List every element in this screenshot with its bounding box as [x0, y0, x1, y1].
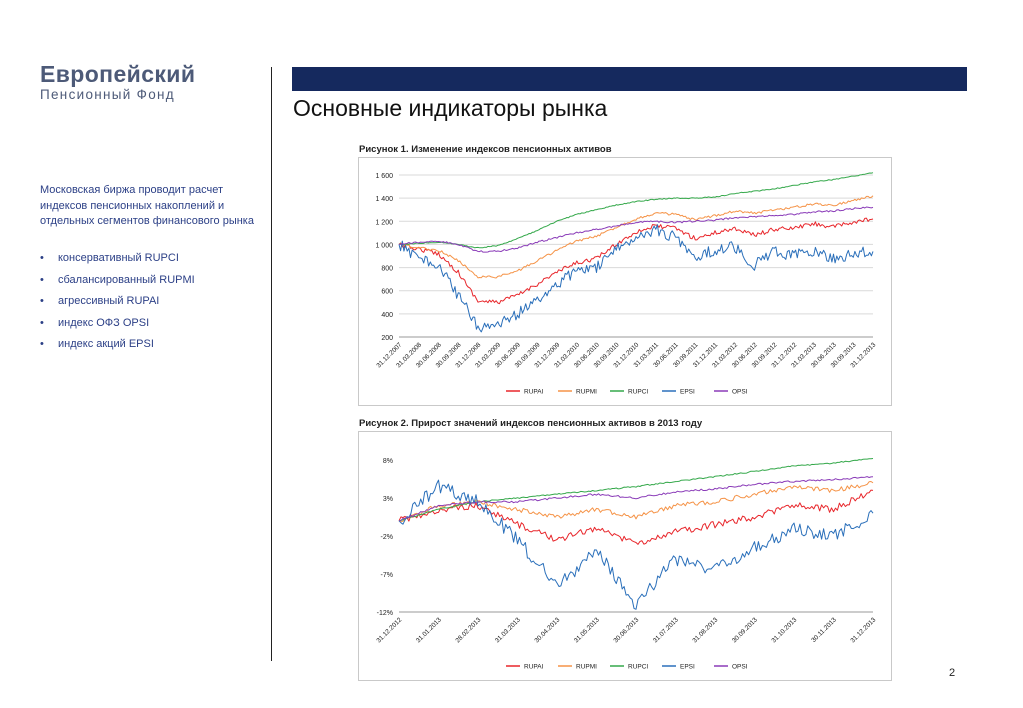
- bullet-marker: •: [40, 295, 44, 307]
- chart2-svg: [359, 432, 891, 680]
- list-item: [40, 294, 265, 316]
- x-tick-label: 31.12.2011: [691, 341, 720, 370]
- x-tick-label: 30.06.2010: [572, 341, 601, 370]
- legend-label: EPSI: [680, 663, 695, 671]
- x-tick-label: 30.06.2013: [809, 341, 838, 370]
- index-list: [40, 251, 265, 359]
- list-item-text: индекс акций EPSI: [58, 338, 154, 350]
- legend-label: OPSI: [732, 663, 748, 671]
- x-tick-label: 30.09.2008: [434, 341, 463, 370]
- x-tick-label: 31.05.2013: [572, 616, 601, 645]
- x-tick-label: 30.06.2011: [652, 341, 680, 370]
- x-tick-label: 31.03.2009: [474, 341, 503, 370]
- x-tick-label: 31.12.2010: [612, 341, 641, 370]
- x-tick-label: 30.09.2012: [750, 341, 779, 370]
- x-tick-label: 30.09.2010: [592, 341, 621, 370]
- series-line-opsi: [399, 207, 873, 252]
- y-tick-label: 1 200: [375, 219, 393, 227]
- legend-label: RUPAI: [524, 663, 544, 671]
- x-tick-label: 31.03.2011: [632, 341, 661, 370]
- bullet-marker: •: [40, 252, 44, 264]
- x-tick-label: 31.10.2013: [770, 616, 799, 645]
- y-tick-label: -2%: [380, 534, 393, 541]
- series-line-rupai: [399, 490, 873, 544]
- y-tick-label: 800: [381, 265, 393, 273]
- chart2-title: Рисунок 2. Прирост значений индексов пенсионных активов в 2013 году: [359, 418, 703, 429]
- page-title: Основные индикаторы рынка: [293, 95, 608, 121]
- legend-label: OPSI: [732, 388, 748, 396]
- legend-label: RUPMI: [576, 663, 597, 671]
- x-tick-label: 31.12.2012: [375, 616, 404, 645]
- y-tick-label: 1 400: [375, 196, 393, 204]
- x-tick-label: 30.06.2012: [730, 341, 759, 370]
- bullet-marker: •: [40, 338, 44, 350]
- x-tick-label: 30.09.2013: [829, 341, 858, 370]
- x-tick-label: 30.06.2008: [414, 341, 443, 370]
- legend-label: EPSI: [680, 388, 695, 396]
- vertical-divider: [271, 67, 272, 661]
- logo-line-2: Пенсионный Фонд: [40, 87, 175, 102]
- x-tick-label: 30.06.2013: [612, 616, 641, 645]
- y-tick-label: -7%: [380, 572, 393, 579]
- sidebar-intro: Московская биржа проводит расчет индексов пенсионных накоплений и отдельных сегментов финансового рынка: [40, 184, 254, 227]
- company-logo: [40, 62, 195, 103]
- x-tick-label: 31.03.2008: [395, 341, 424, 370]
- series-line-epsi: [399, 225, 873, 332]
- legend-label: RUPMI: [576, 388, 597, 396]
- list-item-text: индекс ОФЗ OPSI: [58, 316, 150, 329]
- y-tick-label: 1 000: [375, 242, 393, 250]
- y-tick-label: 8%: [382, 458, 393, 465]
- y-tick-label: 200: [381, 335, 393, 342]
- bullet-marker: •: [40, 316, 44, 329]
- x-tick-label: 28.02.2013: [454, 616, 483, 645]
- y-tick-label: 600: [381, 288, 393, 296]
- x-tick-label: 31.12.2009: [533, 341, 562, 370]
- legend-label: RUPCI: [628, 388, 649, 396]
- header-bar: [292, 67, 967, 91]
- x-tick-label: 31.12.2008: [454, 341, 483, 370]
- list-item-text: агрессивный RUPAI: [58, 295, 160, 307]
- x-tick-label: 31.12.2007: [375, 341, 404, 370]
- legend-label: RUPCI: [628, 663, 649, 671]
- y-tick-label: -12%: [376, 610, 393, 617]
- y-tick-label: 1 600: [375, 173, 393, 180]
- x-tick-label: 30.11.2013: [810, 616, 838, 645]
- x-tick-label: 31.07.2013: [651, 616, 680, 645]
- bullet-marker: •: [40, 273, 44, 286]
- x-tick-label: 31.12.2013: [849, 341, 878, 370]
- x-tick-label: 30.04.2013: [533, 616, 562, 645]
- x-tick-label: 30.06.2009: [493, 341, 522, 370]
- x-tick-label: 31.03.2013: [790, 341, 819, 370]
- series-line-rupci: [399, 459, 873, 521]
- series-line-epsi: [399, 480, 873, 609]
- list-item: [40, 337, 265, 359]
- list-item: [40, 251, 265, 273]
- x-tick-label: 31.03.2013: [493, 616, 522, 645]
- list-item-text: консервативный RUPCI: [58, 252, 179, 264]
- list-item-text: сбалансированный RUPMI: [58, 273, 195, 286]
- page-number: 2: [949, 667, 956, 679]
- legend-label: RUPAI: [524, 388, 544, 396]
- series-line-opsi: [399, 477, 873, 521]
- chart2-frame: [358, 431, 892, 681]
- chart1-frame: [358, 157, 892, 406]
- chart1-svg: [359, 158, 891, 405]
- x-tick-label: 31.03.2010: [553, 341, 582, 370]
- x-tick-label: 30.09.2011: [672, 341, 700, 370]
- x-tick-label: 31.12.2013: [849, 616, 878, 645]
- list-item: [40, 273, 265, 295]
- x-tick-label: 31.08.2013: [691, 616, 720, 645]
- y-tick-label: 3%: [382, 496, 393, 503]
- x-tick-label: 30.09.2009: [513, 341, 542, 370]
- x-tick-label: 31.12.2012: [770, 341, 799, 370]
- logo-line-1: Европейский: [40, 61, 196, 87]
- chart1-title: Рисунок 1. Изменение индексов пенсионных активов: [359, 144, 612, 155]
- x-tick-label: 30.09.2013: [730, 616, 759, 645]
- list-item: [40, 316, 265, 338]
- x-tick-label: 31.01.2013: [414, 616, 443, 645]
- y-tick-label: 400: [381, 311, 393, 319]
- x-tick-label: 31.03.2012: [711, 341, 740, 370]
